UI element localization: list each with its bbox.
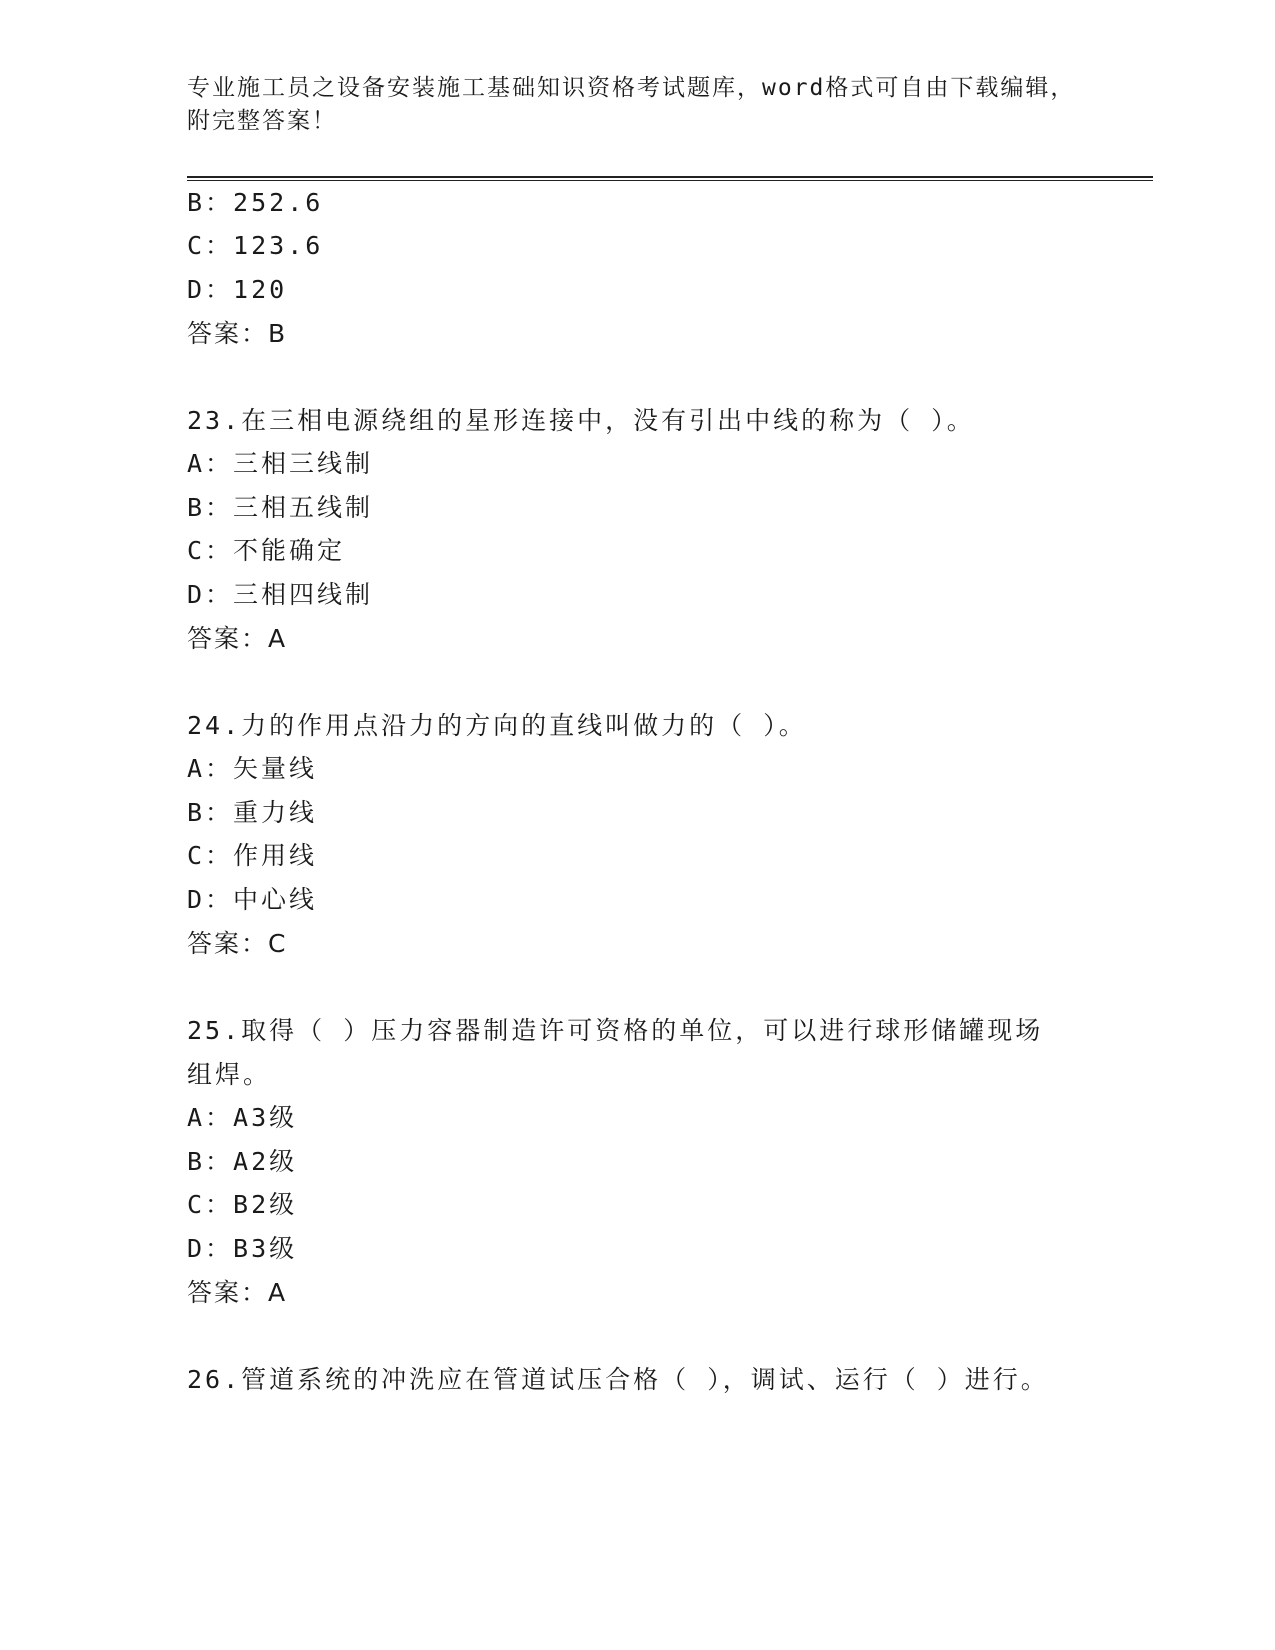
q25-option-c: C：B2级 [187, 1190, 298, 1219]
q25-answer: 答案：A [187, 1278, 288, 1307]
q24-option-b: B：重力线 [187, 798, 318, 827]
q23-question: 23.在三相电源绕组的星形连接中，没有引出中线的称为（ ）。 [187, 406, 975, 435]
q25-option-d: D：B3级 [187, 1234, 298, 1263]
q23-option-d: D：三相四线制 [187, 580, 374, 609]
page-header [187, 72, 1087, 138]
q22-answer: 答案：B [187, 319, 288, 348]
q26-question: 26.管道系统的冲洗应在管道试压合格（ ），调试、运行（ ）进行。 [187, 1365, 1049, 1394]
q23-option-b: B：三相五线制 [187, 493, 374, 522]
q22-option-c: C：123.6 [187, 231, 324, 260]
q24-answer: 答案：C [187, 929, 288, 958]
header-line-2: 附完整答案！ [187, 108, 337, 134]
q24-option-a: A：矢量线 [187, 754, 318, 783]
q24-option-d: D：中心线 [187, 885, 318, 914]
q25-question-line-1: 25.取得（ ）压力容器制造许可资格的单位，可以进行球形储罐现场 [187, 1016, 1044, 1045]
q22-option-b: B：252.6 [187, 188, 324, 217]
q23-option-a: A：三相三线制 [187, 449, 374, 478]
q24-option-c: C：作用线 [187, 841, 318, 870]
q25-option-a: A：A3级 [187, 1103, 298, 1132]
q22-option-d: D：120 [187, 275, 288, 304]
q23-answer: 答案：A [187, 624, 288, 653]
q25-question-line-2: 组焊。 [187, 1060, 272, 1089]
q23-option-c: C：不能确定 [187, 536, 346, 565]
q25-option-b: B：A2级 [187, 1147, 298, 1176]
header-divider [187, 176, 1153, 181]
header-line-1: 专业施工员之设备安装施工基础知识资格考试题库，word格式可自由下载编辑， [187, 75, 1076, 101]
q24-question: 24.力的作用点沿力的方向的直线叫做力的（ ）。 [187, 711, 807, 740]
